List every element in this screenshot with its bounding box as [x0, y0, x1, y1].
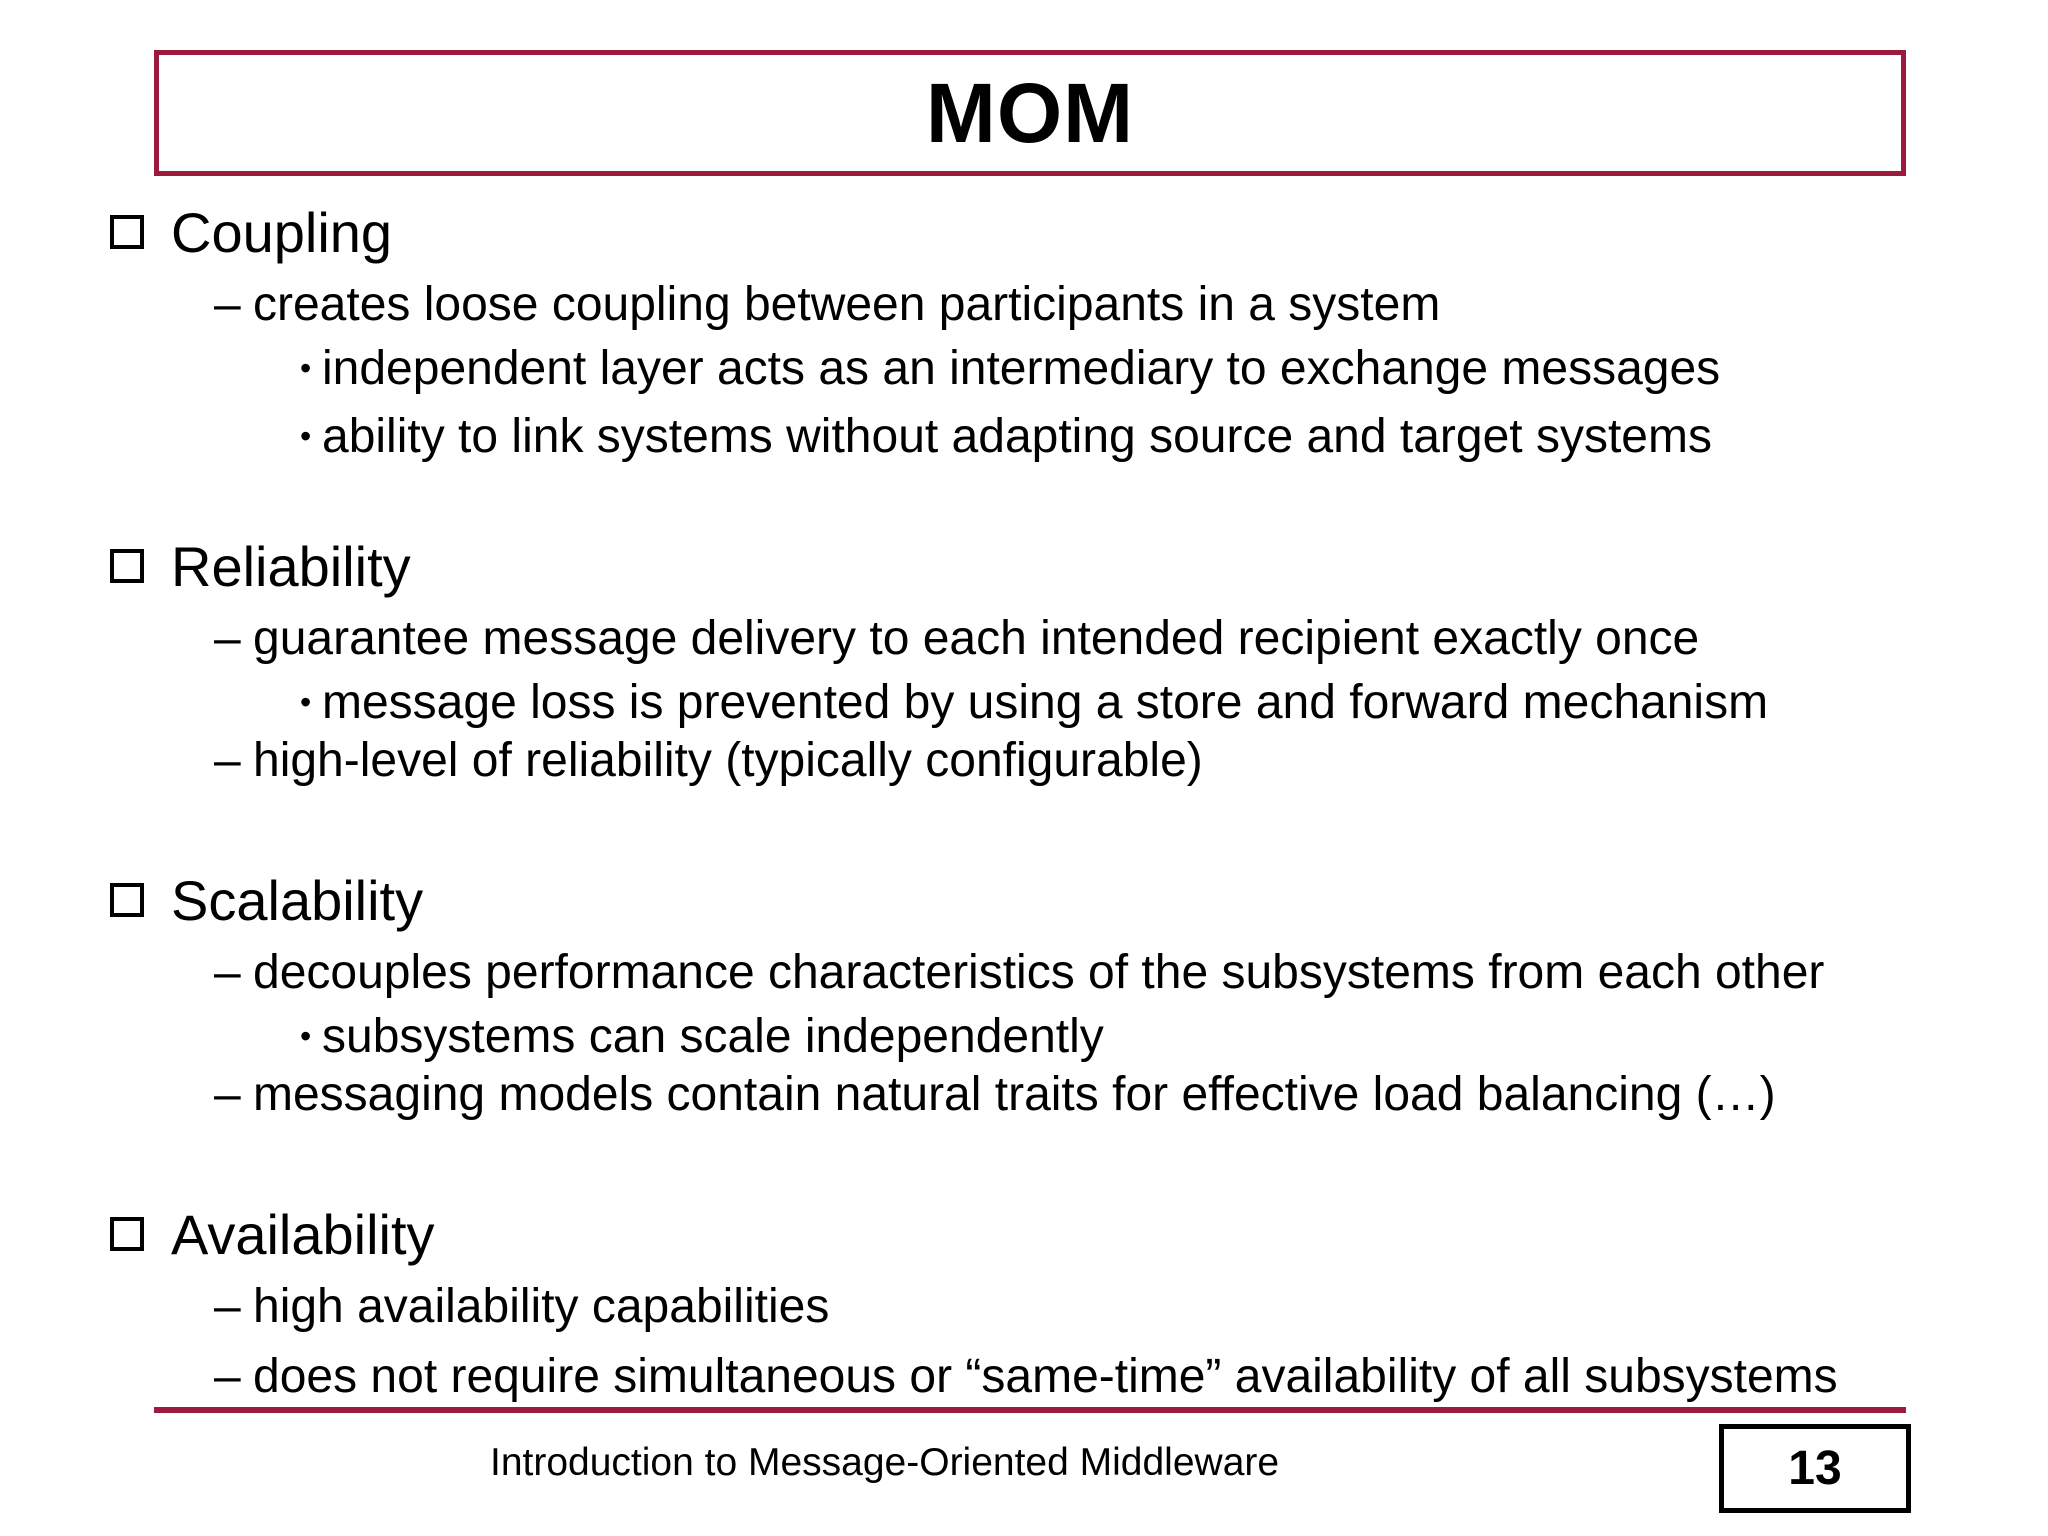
page-number-box	[1719, 1424, 1911, 1513]
dot-marker: •	[300, 349, 312, 386]
section-heading: Reliability	[171, 534, 411, 598]
square-bullet-icon	[110, 1217, 144, 1251]
dash-marker: –	[214, 277, 241, 331]
list-item-text: subsystems can scale independently	[322, 1009, 1104, 1063]
list-item	[110, 402, 2010, 470]
list-item-text: ability to link systems without adapting source and target systems	[322, 409, 1712, 463]
list-item	[110, 668, 2010, 736]
list-item-text: high availability capabilities	[253, 1279, 830, 1333]
dash-marker: –	[214, 1067, 241, 1121]
list-item-text: guarantee message delivery to each intended recipient exactly once	[253, 611, 1700, 665]
square-bullet-icon	[110, 883, 144, 917]
section-coupling	[110, 200, 2010, 470]
list-item	[110, 942, 2010, 1002]
footer-title: Introduction to Message-Oriented Middleware	[490, 1441, 1280, 1484]
list-item-text: message loss is prevented by using a store and forward mechanism	[322, 675, 1769, 729]
section-reliability	[110, 534, 2010, 790]
list-item-text: independent layer acts as an intermediary to exchange messages	[322, 341, 1721, 395]
list-item-text: high-level of reliability (typically configurable)	[253, 733, 1203, 787]
list-item-text: creates loose coupling between participants in a system	[253, 277, 1441, 331]
dot-marker: •	[300, 417, 312, 454]
square-bullet-icon	[110, 215, 144, 249]
section-heading-row	[110, 868, 2010, 932]
dash-marker: –	[214, 945, 241, 999]
list-item	[110, 1064, 2010, 1124]
list-item-text: does not require simultaneous or “same-time” availability of all subsystems	[253, 1349, 1838, 1403]
title-box	[154, 50, 1906, 176]
page-number: 13	[1788, 1442, 1842, 1495]
list-item-text: decouples performance characteristics of the subsystems from each other	[253, 945, 1825, 999]
list-item	[110, 730, 2010, 790]
slide-title: MOM	[925, 66, 1135, 160]
list-item	[110, 1346, 2010, 1406]
dot-marker: •	[300, 1017, 312, 1054]
dash-marker: –	[214, 611, 241, 665]
list-item	[110, 334, 2010, 402]
section-heading: Availability	[171, 1202, 435, 1266]
list-item-text: messaging models contain natural traits for effective load balancing (…)	[253, 1067, 1776, 1121]
section-heading-row	[110, 1202, 2010, 1266]
section-availability	[110, 1202, 2010, 1406]
section-heading-row	[110, 200, 2010, 264]
dash-marker: –	[214, 733, 241, 787]
dash-marker: –	[214, 1279, 241, 1333]
square-bullet-icon	[110, 549, 144, 583]
dot-marker: •	[300, 683, 312, 720]
list-item	[110, 1002, 2010, 1070]
section-heading: Coupling	[171, 200, 393, 264]
dash-marker: –	[214, 1349, 241, 1403]
list-item	[110, 1276, 2010, 1336]
section-heading: Scalability	[171, 868, 424, 932]
footer-divider	[154, 1407, 1906, 1413]
section-heading-row	[110, 534, 2010, 598]
list-item	[110, 274, 2010, 334]
list-item	[110, 608, 2010, 668]
section-scalability	[110, 868, 2010, 1124]
